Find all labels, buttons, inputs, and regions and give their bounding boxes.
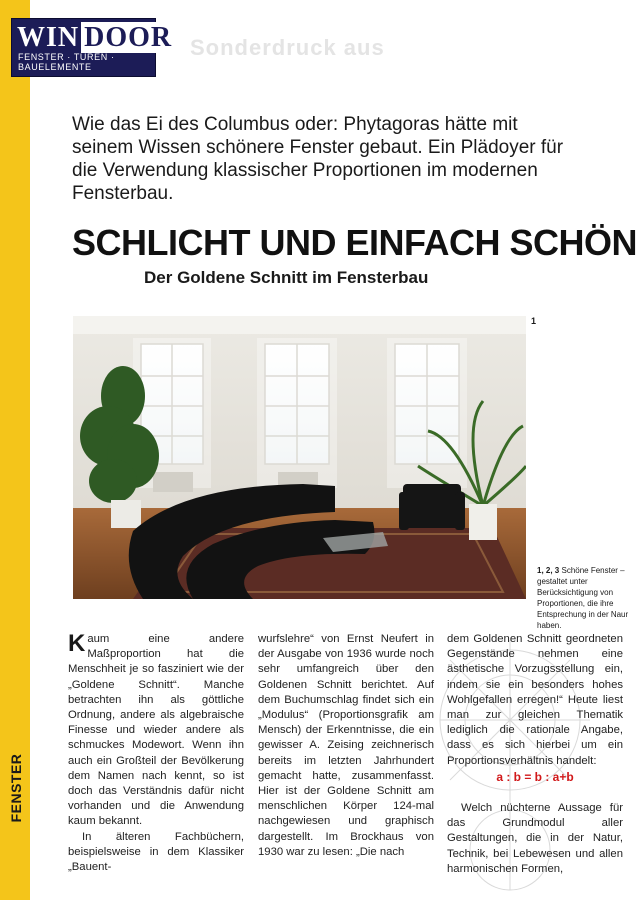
column-1-paragraph-2: In älteren Fachbüchern, beispielsweise in dem Klassiker „Bauent-	[68, 830, 244, 874]
caption-numbers: 1, 2, 3	[537, 566, 560, 575]
column-3-paragraph-2: Welch nüchterne Aussage für das Grundmodul aller Gestaltungen, die in der Natur, Technik, bei Lebewesen und allen harmonischen Formen,	[447, 802, 623, 875]
intro-text: Wie das Ei des Columbus oder: Phytagoras hätte mit seinem Wissen schönere Fenster gebaut. Ein Plädoyer für die Verwendung klassischer Proportionen im modernen Fensterbau.	[72, 114, 564, 204]
photo-number: 1	[531, 316, 537, 326]
article-column-1	[68, 632, 244, 875]
column-2-paragraph-1: wurfslehre“ von Ernst Neufert in der Ausgabe von 1936 wurde noch sehr umfangreich über den Goldenen Schnitt berichtet. Auf dem Buchumschlag findet sich ein „Modulus“ (Proportionsgrafik am Mensch) der Erkenntnisse, die ein gewisser A. Zeising zeichnerisch bereits im letzten Jahrhundert gemacht hatte, zusammenfasst. Hier ist der Goldene Schnitt am menschlichen Körper 124-mal nachgewiesen und graphisch dargestellt. Im Brockhaus von 1930 war zu lesen: „Die nach	[258, 633, 434, 858]
logo-tagline: FENSTER · TÜREN · BAUELEMENTE	[18, 52, 115, 72]
column-1-paragraph-1: aum eine andere Maßproportion hat die Menschheit je so fasziniert wie der „Goldene Schnitt“. Manche betrachten ihn als göttliche Ordnung, andere als algebraische Finesse und wieder andere als schmuckes Modewort. Wenn ihn auch ein Großteil der Bevölkerung dem Namen nach kennt, so ist doch das Verständnis dafür nicht vorhanden und die Anwendung kaum bekannt.	[68, 633, 244, 828]
column-3-paragraph-1: dem Goldenen Schnitt geordneten Gegenstände nehmen eine ästhetische Vorzugsstellung ein, indem sie ein besonders hohes Wohlgefallen erregen!“ Heute liest man zur gleichen Thematik lediglich die rationale Angabe, dass es sich hierbei um ein Proportionsverhältnis handelt:	[447, 633, 623, 767]
subheadline: Der Goldene Schnitt im Fensterbau	[144, 268, 429, 287]
golden-ratio-formula: a : b = b : a+b	[496, 769, 574, 784]
windoor-logo	[11, 18, 173, 77]
living-room-photo	[73, 316, 526, 599]
article-column-3	[447, 632, 623, 877]
headline: SCHLICHT UND EINFACH SCHÖN	[72, 222, 638, 263]
drop-cap: K	[68, 630, 86, 657]
logo-win-text: WIN	[17, 22, 80, 53]
faint-header-text: Sonderdruck aus	[190, 35, 385, 60]
article-column-2	[258, 632, 434, 860]
caption-text: Schöne Fenster – gestaltet unter Berücksichtigung von Proportionen, die ihre Entsprechung in der Naur haben.	[537, 566, 629, 630]
logo-door-text: DOOR	[81, 22, 175, 53]
armchair	[399, 484, 465, 530]
section-label: FENSTER	[8, 753, 24, 823]
